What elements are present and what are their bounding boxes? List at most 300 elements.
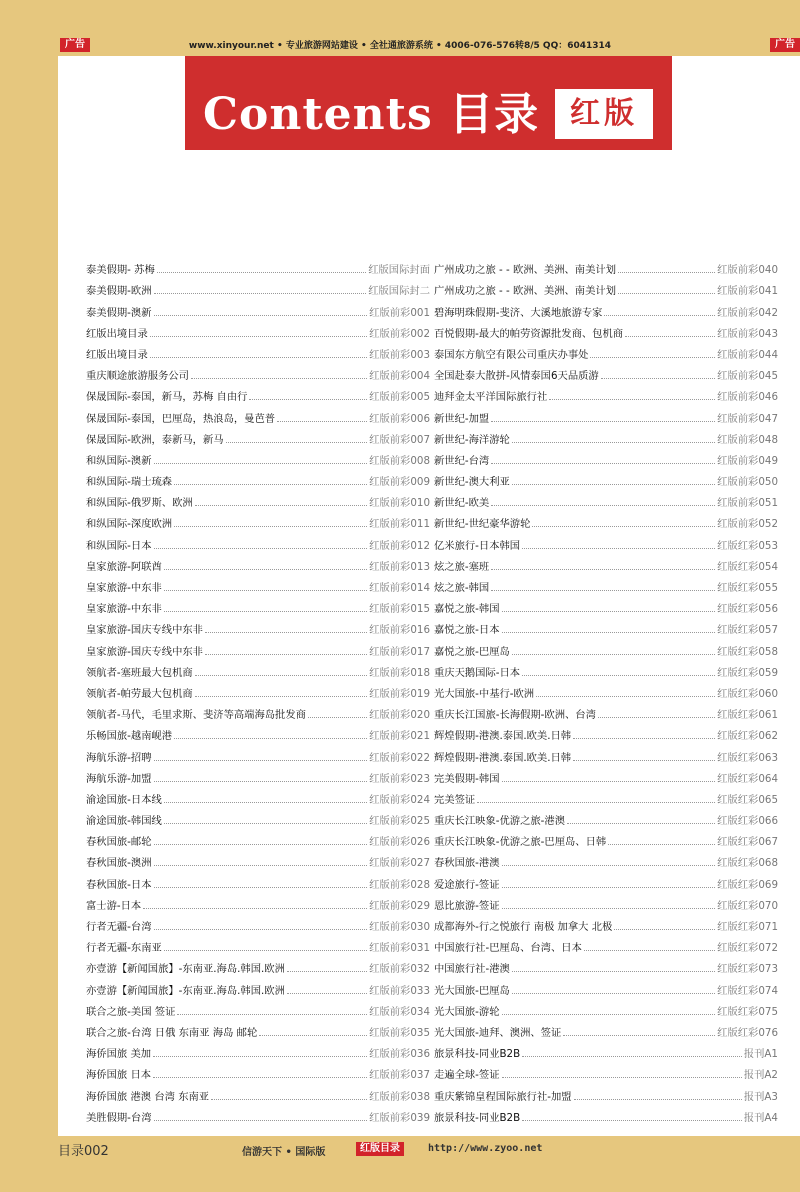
toc-leader-dots	[573, 760, 715, 761]
toc-entry-page: 红版前彩043	[717, 327, 778, 340]
toc-entry[interactable]	[86, 807, 430, 828]
toc-entry-page: 红版前彩021	[369, 730, 430, 743]
toc-leader-dots	[205, 632, 367, 633]
toc-entry-page: 红版前彩013	[369, 560, 430, 573]
toc-entry[interactable]	[86, 1104, 430, 1125]
toc-entry[interactable]	[86, 680, 430, 701]
toc-entry-title: 碧海明珠假期-斐济、大溪地旅游专家	[434, 306, 603, 319]
toc-entry-page: 红版红彩064	[717, 772, 778, 785]
toc-entry-page: 红版红彩068	[717, 857, 778, 870]
toc-entry[interactable]	[434, 531, 778, 552]
toc-entry-page: 红版红彩057	[717, 624, 778, 637]
toc-leader-dots	[522, 675, 715, 676]
toc-entry-page: 红版红彩066	[717, 815, 778, 828]
toc-entry-title: 光大国旅-游轮	[434, 1005, 500, 1018]
toc-entry-page: 红版红彩067	[717, 836, 778, 849]
page-title: Contents 目录	[203, 89, 540, 140]
toc-entry-title: 新世纪-欧美	[434, 497, 490, 510]
toc-entry-page: 红版前彩027	[369, 857, 430, 870]
toc-entry[interactable]	[86, 574, 430, 595]
toc-leader-dots	[154, 844, 368, 845]
toc-entry-title: 广州成功之旅 - - 欧洲、美洲、南美计划	[434, 285, 616, 298]
toc-entry-title: 海侨国旅 日本	[86, 1069, 152, 1082]
toc-leader-dots	[491, 569, 715, 570]
toc-entry-title: 新世纪-台湾	[434, 454, 490, 467]
toc-entry[interactable]	[86, 828, 430, 849]
toc-entry-page: 红版前彩002	[369, 327, 430, 340]
toc-entry[interactable]	[434, 383, 778, 404]
toc-leader-dots	[154, 315, 368, 316]
toc-entry-page: 红版前彩015	[369, 603, 430, 616]
toc-entry[interactable]	[86, 998, 430, 1019]
toc-entry[interactable]	[434, 786, 778, 807]
toc-entry[interactable]	[434, 955, 778, 976]
toc-entry[interactable]	[86, 1019, 430, 1040]
ad-tag-left: 广告	[60, 38, 90, 52]
toc-entry-page: 红版前彩019	[369, 687, 430, 700]
toc-entry[interactable]	[434, 849, 778, 870]
toc-entry-page: 红版前彩031	[369, 942, 430, 955]
toc-entry[interactable]	[86, 404, 430, 425]
toc-entry-title: 走遍全球-签证	[434, 1069, 500, 1082]
toc-entry-title: 新世纪-澳大利亚	[434, 476, 510, 489]
footer	[0, 1136, 800, 1192]
toc-leader-dots	[308, 717, 367, 718]
toc-entry[interactable]	[434, 1082, 778, 1103]
toc-leader-dots	[174, 738, 367, 739]
toc-entry-title: 行者无疆-台湾	[86, 921, 152, 933]
toc-entry-page: 红版前彩049	[717, 454, 778, 467]
toc-entry-title: 重庆长江国旅-长海假期-欧洲、台湾	[434, 709, 596, 722]
toc-entry-page: 红版前彩009	[369, 476, 430, 489]
toc-entry-title: 光大国旅-巴厘岛	[434, 984, 510, 997]
toc-entry-page: 红版前彩028	[369, 878, 430, 891]
toc-entry-title: 炫之旅-韩国	[434, 582, 490, 594]
toc-entry-page: 红版前彩050	[717, 476, 778, 489]
toc-entry[interactable]	[434, 468, 778, 489]
toc-entry-title: 和纵国际-澳新	[86, 454, 152, 467]
toc-entry-title: 海航乐游-加盟	[86, 772, 152, 785]
toc-entry-title: 海侨国旅 港澳 台湾 东南亚	[86, 1090, 210, 1103]
toc-entry-page: 红版前彩018	[369, 666, 430, 679]
toc-leader-dots	[608, 844, 715, 845]
toc-leader-dots	[226, 442, 368, 443]
toc-entry-title: 美胜假期-台湾	[86, 1111, 152, 1124]
toc-entry-title: 春秋国旅-澳洲	[86, 857, 152, 870]
toc-entry-page: 红版前彩010	[369, 497, 430, 510]
toc-entry-page: 红版前彩008	[369, 454, 430, 467]
toc-entry-title: 嘉悦之旅-巴厘岛	[434, 645, 510, 658]
header-info-line: www.xinyour.net • 专业旅游网站建设 • 全社通旅游系统 • 4006-076-576转8/5 QQ：6041314	[188, 41, 612, 51]
toc-entry[interactable]	[434, 722, 778, 743]
toc-entry-page: 报刊A1	[743, 1048, 778, 1061]
toc-entry-title: 辉煌假期-港澳.泰国.欧美.日韩	[434, 730, 572, 743]
toc-entry-title: 百悦假期-最大的帕劳资源批发商、包机商	[434, 327, 624, 340]
toc-entry-page: 红版前彩026	[369, 836, 430, 849]
toc-entry-page: 红版红彩070	[717, 899, 778, 912]
toc-leader-dots	[584, 950, 715, 951]
toc-entry[interactable]	[434, 659, 778, 680]
toc-entry-title: 重庆长江映象-优游之旅-巴厘岛、日韩	[434, 836, 607, 849]
toc-entry-title: 春秋国旅-港澳	[434, 857, 500, 870]
toc-entry[interactable]	[86, 468, 430, 489]
toc-entry[interactable]	[434, 998, 778, 1019]
toc-entry-page: 红版国际封二	[368, 285, 430, 298]
toc-entry-title: 春秋国旅-邮轮	[86, 836, 152, 849]
toc-entry-page: 红版前彩024	[369, 793, 430, 806]
toc-entry-title: 领航者-马代，毛里求斯、斐济等高端海岛批发商	[86, 709, 306, 722]
toc-entry[interactable]	[434, 595, 778, 616]
toc-entry-page: 红版前彩004	[369, 370, 430, 383]
toc-entry[interactable]	[434, 426, 778, 447]
toc-leader-dots	[502, 887, 716, 888]
toc-leader-dots	[522, 548, 715, 549]
toc-entry-title: 和纵国际-深度欧洲	[86, 518, 173, 531]
toc-entry-page: 红版前彩030	[369, 921, 430, 933]
toc-entry-title: 亿米旅行-日本韩国	[434, 539, 521, 552]
toc-leader-dots	[512, 484, 715, 485]
toc-entry[interactable]	[86, 849, 430, 870]
toc-entry-title: 富士游-日本	[86, 899, 142, 912]
toc-entry-page: 红版前彩016	[369, 624, 430, 637]
toc-entry-title: 皇家旅游-中东非	[86, 582, 162, 594]
toc-entry-page: 红版红彩053	[717, 539, 778, 552]
toc-entry-page: 红版前彩017	[369, 645, 430, 658]
toc-leader-dots	[598, 717, 715, 718]
toc-entry[interactable]	[434, 1061, 778, 1082]
toc-entry[interactable]	[434, 574, 778, 595]
toc-entry[interactable]	[434, 553, 778, 574]
toc-entry-title: 泰美假期-欧洲	[86, 285, 152, 298]
toc-entry-page: 红版前彩038	[369, 1090, 430, 1103]
toc-leader-dots	[573, 738, 715, 739]
toc-entry-page: 红版前彩040	[717, 264, 778, 277]
toc-entry[interactable]	[86, 892, 430, 913]
toc-entry-title: 爱途旅行-签证	[434, 878, 500, 891]
toc-entry[interactable]	[86, 870, 430, 891]
toc-leader-dots	[164, 950, 367, 951]
toc-entry-page: 红版前彩029	[369, 899, 430, 912]
toc-entry[interactable]	[86, 531, 430, 552]
toc-entry-page: 红版前彩052	[717, 518, 778, 531]
toc-entry-title: 中国旅行社-巴厘岛、台湾、日本	[434, 942, 582, 955]
toc-entry-page: 红版红彩060	[717, 687, 778, 700]
toc-leader-dots	[614, 929, 715, 930]
toc-entry-title: 重庆天鹅国际-日本	[434, 666, 521, 679]
toc-entry-page: 红版红彩061	[717, 709, 778, 722]
toc-entry[interactable]	[86, 489, 430, 510]
toc-entry[interactable]	[86, 362, 430, 383]
toc-entry-title: 重庆紫锦皇程国际旅行社-加盟	[434, 1090, 572, 1103]
toc-entry[interactable]	[86, 955, 430, 976]
toc-entry-page: 红版国际封面	[368, 264, 430, 277]
toc-leader-dots	[512, 971, 715, 972]
toc-entry-page: 红版前彩036	[369, 1048, 430, 1061]
toc-entry[interactable]	[86, 595, 430, 616]
toc-leader-dots	[277, 421, 367, 422]
toc-leader-dots	[502, 865, 716, 866]
edition-badge: 红版	[555, 89, 653, 139]
toc-entry-page: 红版红彩063	[717, 751, 778, 764]
toc-entry-title: 领航者-帕劳最大包机商	[86, 687, 193, 700]
toc-leader-dots	[522, 1056, 742, 1057]
toc-leader-dots	[477, 802, 715, 803]
toc-entry[interactable]	[86, 722, 430, 743]
toc-entry[interactable]	[86, 277, 430, 298]
toc-entry[interactable]	[86, 743, 430, 764]
toc-entry-title: 红版出境目录	[86, 348, 148, 361]
toc-leader-dots	[153, 1077, 367, 1078]
toc-entry[interactable]	[86, 913, 430, 934]
toc-leader-dots	[522, 1120, 742, 1121]
toc-entry[interactable]	[86, 256, 430, 277]
toc-entry-title: 皇家旅游-国庆专线中东非	[86, 645, 203, 658]
toc-entry[interactable]	[86, 320, 430, 341]
toc-entry[interactable]	[434, 1019, 778, 1040]
toc-leader-dots	[502, 1014, 716, 1015]
toc-entry[interactable]	[434, 913, 778, 934]
toc-entry-page: 红版前彩034	[369, 1005, 430, 1018]
toc-entry[interactable]	[434, 404, 778, 425]
toc-entry-title: 辉煌假期-港澳.泰国.欧美.日韩	[434, 751, 572, 764]
toc-entry[interactable]	[434, 320, 778, 341]
toc-leader-dots	[502, 908, 716, 909]
toc-entry-title: 泰美假期- 苏梅	[86, 264, 155, 277]
toc-leader-dots	[549, 399, 715, 400]
toc-leader-dots	[604, 315, 715, 316]
toc-entry[interactable]	[434, 510, 778, 531]
toc-entry[interactable]	[86, 1061, 430, 1082]
toc-entry-title: 保晟国际-泰国，新马，苏梅 自由行	[86, 391, 248, 404]
toc-leader-dots	[512, 654, 715, 655]
toc-entry-page: 红版前彩051	[717, 497, 778, 510]
toc-entry[interactable]	[86, 298, 430, 319]
toc-leader-dots	[154, 293, 367, 294]
toc-entry-page: 红版前彩011	[369, 518, 430, 531]
toc-column-right	[434, 256, 778, 1125]
toc-entry-title: 海航乐游-招聘	[86, 751, 152, 764]
toc-entry-page: 红版前彩007	[369, 433, 430, 446]
toc-leader-dots	[601, 378, 715, 379]
toc-leader-dots	[502, 632, 716, 633]
toc-entry-title: 皇家旅游-中东非	[86, 603, 162, 616]
toc-entry[interactable]	[86, 786, 430, 807]
toc-entry[interactable]	[86, 616, 430, 637]
toc-entry-title: 中国旅行社-港澳	[434, 963, 510, 976]
toc-entry-title: 迪拜金太平洋国际旅行社	[434, 391, 548, 404]
toc-entry-title: 重庆长江映象-优游之旅-港澳	[434, 815, 565, 828]
toc-entry-title: 完美假期-韩国	[434, 772, 500, 785]
toc-leader-dots	[491, 463, 715, 464]
toc-leader-dots	[164, 823, 367, 824]
toc-entry[interactable]	[434, 637, 778, 658]
toc-entry[interactable]	[434, 616, 778, 637]
toc-entry-page: 红版红彩058	[717, 645, 778, 658]
toc-entry-page: 红版红彩074	[717, 984, 778, 997]
toc-leader-dots	[164, 590, 367, 591]
toc-entry[interactable]	[434, 934, 778, 955]
toc-leader-dots	[536, 696, 715, 697]
toc-entry-page: 红版红彩072	[717, 942, 778, 955]
toc-entry[interactable]	[434, 892, 778, 913]
toc-leader-dots	[164, 802, 367, 803]
toc-entry[interactable]	[434, 256, 778, 277]
toc-entry-title: 皇家旅游-国庆专线中东非	[86, 624, 203, 637]
toc-entry[interactable]	[434, 489, 778, 510]
toc-entry[interactable]	[86, 383, 430, 404]
toc-entry[interactable]	[434, 870, 778, 891]
toc-leader-dots	[259, 1035, 367, 1036]
toc-entry-title: 春秋国旅-日本	[86, 878, 152, 891]
page-number: 目录002	[58, 1144, 109, 1159]
toc-entry-title: 旅景科技-同业B2B	[434, 1111, 521, 1124]
toc-entry-title: 皇家旅游-阿联酋	[86, 560, 162, 573]
toc-entry[interactable]	[434, 807, 778, 828]
toc-entry-page: 报刊A2	[743, 1069, 778, 1082]
toc-entry-title: 泰国东方航空有限公司重庆办事处	[434, 348, 589, 361]
toc-entry-page: 红版前彩042	[717, 306, 778, 319]
toc-entry[interactable]	[434, 828, 778, 849]
toc-entry[interactable]	[86, 510, 430, 531]
toc-entry-title: 保晟国际-欧洲，泰新马，新马	[86, 433, 224, 446]
toc-entry-title: 和纵国际-瑞士琉森	[86, 476, 173, 489]
contents-banner	[185, 56, 672, 150]
toc-entry[interactable]	[434, 277, 778, 298]
toc-entry[interactable]	[434, 341, 778, 362]
toc-leader-dots	[502, 1077, 742, 1078]
toc-entry-title: 联合之旅-台湾 日俄 东南亚 海岛 邮轮	[86, 1026, 258, 1039]
toc-entry-title: 炫之旅-塞班	[434, 560, 490, 573]
toc-entry[interactable]	[86, 934, 430, 955]
toc-leader-dots	[174, 526, 367, 527]
toc-entry-page: 红版红彩076	[717, 1026, 778, 1039]
toc-entry[interactable]	[434, 1040, 778, 1061]
toc-leader-dots	[191, 378, 367, 379]
toc-entry-page: 红版前彩012	[369, 539, 430, 552]
toc-leader-dots	[154, 760, 368, 761]
toc-leader-dots	[154, 865, 368, 866]
toc-leader-dots	[502, 781, 716, 782]
toc-entry-page: 红版前彩020	[369, 709, 430, 722]
toc-leader-dots	[164, 611, 367, 612]
toc-entry[interactable]	[86, 426, 430, 447]
toc-entry[interactable]	[434, 680, 778, 701]
toc-leader-dots	[491, 505, 715, 506]
top-bar	[0, 0, 800, 56]
toc-entry[interactable]	[434, 976, 778, 997]
toc-leader-dots	[143, 908, 367, 909]
toc-entry[interactable]	[434, 362, 778, 383]
toc-entry-title: 泰美假期-澳新	[86, 306, 152, 319]
toc-entry-title: 海侨国旅 美加	[86, 1048, 152, 1061]
toc-entry-title: 新世纪-世纪豪华游轮	[434, 518, 531, 531]
toc-entry-page: 红版前彩022	[369, 751, 430, 764]
toc-leader-dots	[154, 929, 368, 930]
toc-leader-dots	[150, 336, 367, 337]
toc-entry-title: 完美签证	[434, 793, 476, 806]
toc-entry-title: 亦壹游【新闻国旅】-东南亚.海岛.韩国.欧洲	[86, 984, 285, 997]
toc-entry[interactable]	[86, 1040, 430, 1061]
toc-entry-page: 红版前彩037	[369, 1069, 430, 1082]
toc-entry-title: 红版出境目录	[86, 327, 148, 340]
toc-entry-page: 红版前彩014	[369, 582, 430, 594]
toc-entry-title: 行者无疆-东南亚	[86, 942, 162, 955]
toc-leader-dots	[195, 696, 367, 697]
toc-leader-dots	[195, 675, 367, 676]
toc-leader-dots	[590, 357, 715, 358]
toc-leader-dots	[205, 654, 367, 655]
toc-entry[interactable]	[86, 976, 430, 997]
toc-entry-page: 红版红彩056	[717, 603, 778, 616]
toc-entry[interactable]	[86, 553, 430, 574]
toc-leader-dots	[150, 357, 367, 358]
toc-entry-title: 光大国旅-中基行-欧洲	[434, 687, 535, 700]
toc-column-left	[86, 256, 430, 1125]
toc-leader-dots	[177, 1014, 367, 1015]
toc-entry-page: 红版前彩032	[369, 963, 430, 976]
toc-entry-page: 红版红彩055	[717, 582, 778, 594]
toc-entry-page: 红版红彩059	[717, 666, 778, 679]
toc-entry[interactable]	[86, 341, 430, 362]
toc-entry-title: 光大国旅-迪拜、澳洲、签证	[434, 1026, 562, 1039]
toc-leader-dots	[287, 993, 367, 994]
toc-entry[interactable]	[86, 659, 430, 680]
toc-leader-dots	[491, 421, 715, 422]
footer-slogan: 信游天下 • 国际版	[242, 1147, 326, 1158]
toc-entry-title: 乐畅国旅-越南岘港	[86, 730, 173, 743]
toc-entry[interactable]	[434, 298, 778, 319]
toc-entry-page: 红版前彩006	[369, 412, 430, 425]
toc-entry-page: 红版前彩025	[369, 815, 430, 828]
toc-entry[interactable]	[434, 743, 778, 764]
toc-entry-page: 红版前彩033	[369, 984, 430, 997]
toc-leader-dots	[154, 463, 368, 464]
toc-entry[interactable]	[434, 1104, 778, 1125]
toc-entry-page: 红版前彩048	[717, 433, 778, 446]
toc-entry-title: 新世纪-海洋游轮	[434, 433, 510, 446]
footer-url[interactable]: http://www.zyoo.net	[428, 1143, 543, 1154]
toc-entry[interactable]	[86, 1082, 430, 1103]
toc-entry-page: 红版前彩005	[369, 391, 430, 404]
toc-entry[interactable]	[86, 637, 430, 658]
toc-leader-dots	[512, 442, 715, 443]
toc-entry-page: 红版前彩041	[717, 285, 778, 298]
toc-entry-page: 报刊A3	[743, 1090, 778, 1103]
toc-leader-dots	[287, 971, 367, 972]
toc-entry-page: 红版红彩075	[717, 1005, 778, 1018]
toc-entry-title: 重庆顺途旅游服务公司	[86, 370, 189, 383]
toc-entry-title: 保晟国际-泰国，巴厘岛，热浪岛，曼芭普	[86, 412, 276, 425]
toc-leader-dots	[174, 484, 367, 485]
toc-entry-page: 红版前彩044	[717, 348, 778, 361]
toc-entry[interactable]	[86, 701, 430, 722]
toc-leader-dots	[567, 823, 715, 824]
toc-entry-title: 嘉悦之旅-日本	[434, 624, 500, 637]
toc-entry-title: 渝途国旅-日本线	[86, 793, 162, 806]
toc-entry[interactable]	[434, 765, 778, 786]
toc-leader-dots	[512, 993, 715, 994]
toc-entry[interactable]	[86, 765, 430, 786]
toc-entry[interactable]	[86, 447, 430, 468]
toc-entry-title: 渝途国旅-韩国线	[86, 815, 162, 828]
toc-entry-page: 红版红彩071	[717, 921, 778, 933]
toc-entry-title: 恩比旅游-签证	[434, 899, 500, 912]
toc-leader-dots	[154, 781, 368, 782]
toc-entry[interactable]	[434, 447, 778, 468]
toc-entry[interactable]	[434, 701, 778, 722]
toc-leader-dots	[157, 272, 366, 273]
toc-entry-page: 红版前彩035	[369, 1026, 430, 1039]
